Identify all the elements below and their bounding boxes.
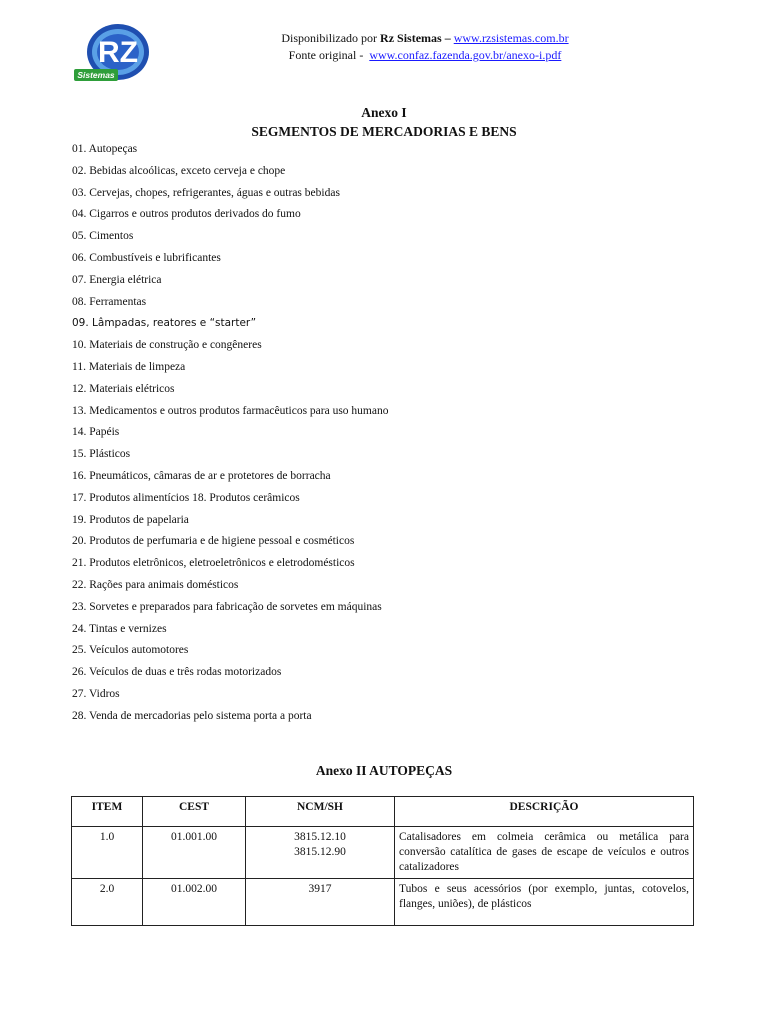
header-line-2 bbox=[200, 47, 650, 64]
anexo2-title: Anexo II AUTOPEÇAS bbox=[315, 763, 453, 778]
segment-list bbox=[72, 141, 389, 730]
list-item: 25. Veículos automotores bbox=[72, 644, 189, 657]
list-item: 10. Materiais de construção e congêneres bbox=[72, 339, 262, 352]
header-source-prefix: Fonte original - bbox=[288, 48, 364, 62]
column-header-item: ITEM bbox=[72, 797, 143, 827]
rzsistemas-link[interactable]: www.rzsistemas.com.br bbox=[453, 31, 569, 45]
cell-cest: 01.001.00 bbox=[143, 827, 246, 879]
list-item: 13. Medicamentos e outros produtos farmacêuticos para uso humano bbox=[72, 404, 389, 417]
list-item: 21. Produtos eletrônicos, eletroeletrônicos e eletrodomésticos bbox=[72, 557, 355, 570]
list-item: 08. Ferramentas bbox=[72, 295, 147, 308]
cell-item: 2.0 bbox=[72, 879, 143, 926]
list-item: 17. Produtos alimentícios 18. Produtos cerâmicos bbox=[72, 491, 300, 504]
list-item: 07. Energia elétrica bbox=[72, 273, 162, 286]
column-header-ncm: NCM/SH bbox=[246, 797, 395, 827]
list-item: 23. Sorvetes e preparados para fabricação de sorvetes em máquinas bbox=[72, 600, 382, 613]
cell-ncm bbox=[246, 879, 395, 926]
list-item bbox=[72, 315, 389, 337]
cell-ncm bbox=[246, 827, 395, 879]
anexo1-heading bbox=[0, 103, 768, 141]
list-item: 11. Materiais de limpeza bbox=[72, 360, 186, 373]
header-company: Rz Sistemas bbox=[380, 31, 442, 45]
list-item: 19. Produtos de papelaria bbox=[72, 513, 189, 526]
list-item: 02. Bebidas alcoólicas, exceto cerveja e chope bbox=[72, 164, 286, 177]
logo-subtitle: Sistemas bbox=[77, 70, 115, 80]
logo-initials: RZ bbox=[98, 36, 138, 69]
list-item: 12. Materiais elétricos bbox=[72, 382, 175, 395]
header-line-1 bbox=[200, 30, 650, 47]
list-item: 01. Autopeças bbox=[72, 143, 138, 155]
list-item: 03. Cervejas, chopes, refrigerantes, águas e outras bebidas bbox=[72, 186, 340, 199]
ncm-code: 3815.12.10 bbox=[294, 831, 346, 843]
cell-cest: 01.002.00 bbox=[143, 879, 246, 926]
cell-item: 1.0 bbox=[72, 827, 143, 879]
cell-descricao: Catalisadores em colmeia cerâmica ou metálica para conversão catalítica de gases de escape de veículos e outros catalizadores bbox=[395, 827, 694, 879]
list-item: 05. Cimentos bbox=[72, 230, 134, 243]
list-item: 27. Vidros bbox=[72, 687, 120, 700]
table-row bbox=[72, 879, 694, 926]
list-item: 22. Rações para animais domésticos bbox=[72, 578, 239, 591]
list-item: 28. Venda de mercadorias pelo sistema porta a porta bbox=[72, 709, 312, 722]
list-item: 16. Pneumáticos, câmaras de ar e protetores de borracha bbox=[72, 469, 331, 482]
list-item: 15. Plásticos bbox=[72, 448, 131, 461]
table-row bbox=[72, 827, 694, 879]
list-item: 14. Papéis bbox=[72, 426, 120, 439]
list-item: 20. Produtos de perfumaria e de higiene pessoal e cosméticos bbox=[72, 535, 355, 548]
list-item: 06. Combustíveis e lubrificantes bbox=[72, 251, 221, 264]
anexo1-subtitle: SEGMENTOS DE MERCADORIAS E BENS bbox=[251, 124, 517, 139]
list-item: 04. Cigarros e outros produtos derivados do fumo bbox=[72, 208, 301, 221]
column-header-descricao: DESCRIÇÃO bbox=[395, 797, 694, 827]
header-prefix: Disponibilizado por bbox=[281, 31, 378, 45]
page-header bbox=[200, 30, 650, 64]
header-dash: – bbox=[444, 31, 451, 45]
table-header-row bbox=[72, 797, 694, 827]
ncm-code: 3815.12.90 bbox=[294, 846, 346, 858]
column-header-cest: CEST bbox=[143, 797, 246, 827]
list-item: 24. Tintas e vernizes bbox=[72, 622, 167, 635]
cell-descricao: Tubos e seus acessórios (por exemplo, juntas, cotovelos, flanges, uniões), de plásticos bbox=[395, 879, 694, 926]
anexo1-title: Anexo I bbox=[361, 105, 407, 120]
rz-sistemas-logo bbox=[72, 22, 164, 88]
confaz-link[interactable]: www.confaz.fazenda.gov.br/anexo-i.pdf bbox=[369, 48, 562, 62]
list-item-text: 09. Lâmpadas, reatores e “starter” bbox=[72, 317, 257, 330]
autopecas-table bbox=[71, 796, 694, 926]
ncm-code: 3917 bbox=[308, 883, 332, 895]
list-item: 26. Veículos de duas e três rodas motorizados bbox=[72, 666, 282, 679]
